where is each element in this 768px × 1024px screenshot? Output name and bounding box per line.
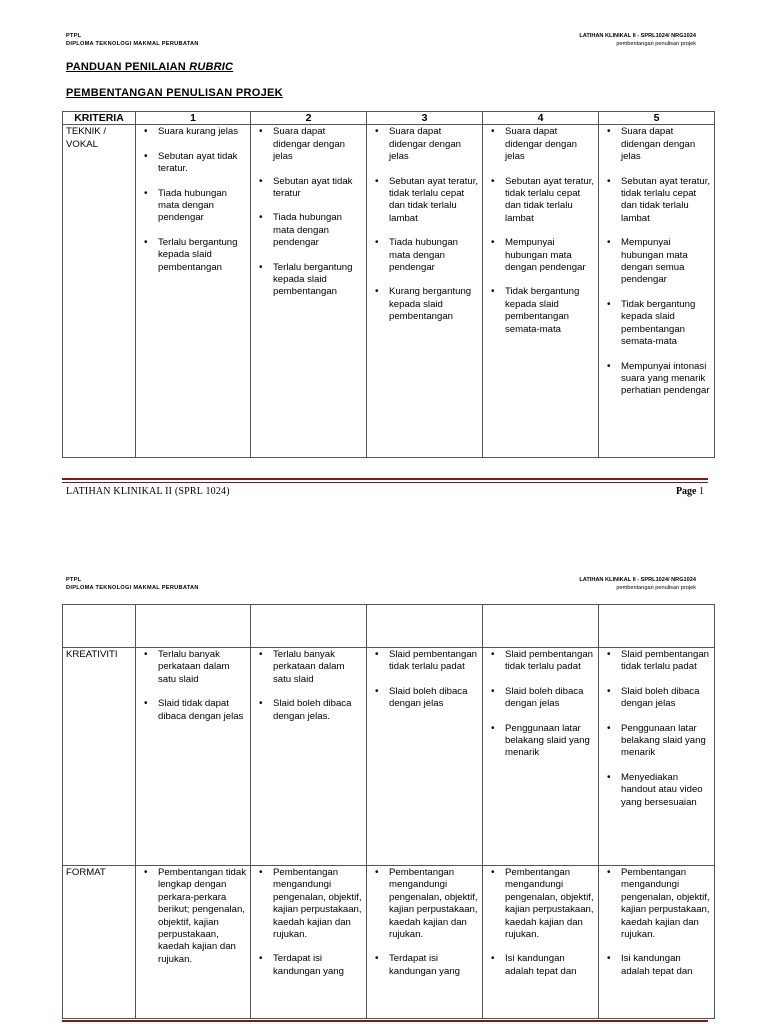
descriptor-item: • Mempunyai hubungan mata dengan semua pendengar [602, 237, 711, 287]
descriptor-item: • Slaid boleh dibaca dengan jelas. [254, 698, 363, 723]
descriptor-item: • Sebutan ayat teratur, tidak terlalu cepat dan tidak terlalu lambat [370, 176, 479, 226]
descriptor-list [254, 649, 363, 723]
criterion-label: KREATIVITI [63, 648, 136, 866]
descriptor-list [370, 126, 479, 323]
descriptor-list [370, 649, 479, 711]
descriptor-item: • Slaid tidak dapat dibaca dengan jelas [139, 698, 247, 723]
descriptor-list [139, 867, 247, 966]
header-course: LATIHAN KLINIKAL II - SPRL1024/ NRG1024 [579, 33, 696, 39]
descriptor-list [602, 126, 711, 397]
table-row [63, 866, 715, 1019]
score-cell-5 [599, 648, 715, 866]
descriptor-item: • Slaid boleh dibaca dengan jelas [602, 686, 711, 711]
score-cell-1 [136, 125, 251, 458]
descriptor-item: • Tiada hubungan mata dengan pendengar [139, 188, 247, 225]
descriptor-item: • Terlalu bergantung kepada slaid pembentangan [254, 262, 363, 299]
score-cell-1 [136, 648, 251, 866]
rubric-table-page-2 [62, 604, 715, 1019]
header-score-5: 5 [599, 112, 715, 125]
descriptor-item: • Pembentangan mengandungi pengenalan, objektif, kajian perpustakaan, kaedah kajian dan rujukan. [602, 867, 711, 941]
header-topic: pembentangan penulisan projek [616, 41, 696, 47]
table-header-row [63, 112, 715, 125]
descriptor-item: • Slaid boleh dibaca dengan jelas [486, 686, 595, 711]
descriptor-list [486, 649, 595, 760]
footer-page: Page 1 [675, 486, 704, 497]
page-gap [0, 520, 768, 560]
blank-header-row [63, 605, 715, 648]
header-score-4: 4 [483, 112, 599, 125]
descriptor-item: • Terdapat isi kandungan yang [370, 953, 479, 978]
score-cell-2 [251, 125, 367, 458]
descriptor-item: • Slaid boleh dibaca dengan jelas [370, 686, 479, 711]
header-score-3: 3 [367, 112, 483, 125]
descriptor-item: • Tidak bergantung kepada slaid pembentangan semata-mata [486, 286, 595, 336]
descriptor-item: • Mempunyai hubungan mata dengan pendengar [486, 237, 595, 274]
descriptor-item: • Isi kandungan adalah tepat dan [602, 953, 711, 978]
score-cell-5 [599, 125, 715, 458]
descriptor-list [254, 126, 363, 298]
page-2 [0, 560, 768, 1024]
criterion-label: FORMAT [63, 866, 136, 1019]
header-right-page-2: LATIHAN KLINIKAL II - SPRL1024/ NRG1024 pembentangan penulisan projek [579, 577, 696, 591]
rubric-table-page-1 [62, 111, 715, 458]
descriptor-item: • Sebutan ayat teratur, tidak terlalu cepat dan tidak terlalu lambat [486, 176, 595, 226]
descriptor-list [370, 867, 479, 978]
descriptor-item: • Suara kurang jelas [139, 126, 247, 138]
descriptor-item: • Pembentangan tidak lengkap dengan perkara-perkara berikut; pengenalan, objektif, kajian perpustakaan, kaedah kajian dan rujukan. [139, 867, 247, 966]
descriptor-item: • Tidak bergantung kepada slaid pembentangan semata-mata [602, 299, 711, 349]
descriptor-list [254, 867, 363, 978]
score-cell-3 [367, 648, 483, 866]
score-cell-4 [483, 648, 599, 866]
descriptor-item: • Slaid pembentangan tidak terlalu padat [602, 649, 711, 674]
descriptor-item: • Tiada hubungan mata dengan pendengar [370, 237, 479, 274]
descriptor-item: • Suara dapat didengar dengan jelas [486, 126, 595, 163]
document-title: PANDUAN PENILAIAN RUBRIC [66, 61, 234, 73]
descriptor-item: • Suara dapat didengar dengan jelas [254, 126, 363, 163]
header-right [579, 32, 696, 48]
descriptor-item: • Terlalu bergantung kepada slaid pembentangan [139, 237, 247, 274]
descriptor-item: • Terlalu banyak perkataan dalam satu slaid [139, 649, 247, 686]
score-cell-2 [251, 648, 367, 866]
descriptor-item: • Kurang bergantung kepada slaid pembentangan [370, 286, 479, 323]
header-program: DIPLOMA TEKNOLOGI MAKMAL PERUBATAN [66, 41, 199, 47]
descriptor-list [602, 867, 711, 978]
footer-rule [62, 478, 708, 480]
descriptor-item: • Pembentangan mengandungi pengenalan, objektif, kajian perpustakaan, kaedah kajian dan rujukan. [370, 867, 479, 941]
descriptor-item: • Menyediakan handout atau video yang bersesuaian [602, 772, 711, 809]
document-subtitle: PEMBENTANGAN PENULISAN PROJEK [66, 87, 283, 99]
score-cell-4 [483, 866, 599, 1019]
descriptor-item: • Mempunyai intonasi suara yang menarik perhatian pendengar [602, 361, 711, 398]
score-cell-5 [599, 866, 715, 1019]
descriptor-item: • Penggunaan latar belakang slaid yang menarik [486, 723, 595, 760]
descriptor-item: • Suara dapat didengan dengan jelas [602, 126, 711, 163]
descriptor-item: • Sebutan ayat tidak teratur. [139, 151, 247, 176]
score-cell-3 [367, 866, 483, 1019]
page-number: 1 [699, 486, 704, 497]
descriptor-list [139, 126, 247, 274]
descriptor-item: • Sebutan ayat tidak teratur [254, 176, 363, 201]
descriptor-item: • Penggunaan latar belakang slaid yang menarik [602, 723, 711, 760]
descriptor-item: • Suara dapat didengar dengan jelas [370, 126, 479, 163]
descriptor-item: • Isi kandungan adalah tepat dan [486, 953, 595, 978]
table-row [63, 125, 715, 458]
header-criteria: KRITERIA [63, 112, 136, 125]
descriptor-list [139, 649, 247, 723]
score-cell-1 [136, 866, 251, 1019]
footer-rule-page-2 [62, 1020, 708, 1022]
descriptor-item: • Pembentangan mengandungi pengenalan, objektif, kajian perpustakaan, kaedah kajian dan rujukan. [486, 867, 595, 941]
descriptor-item: • Sebutan ayat teratur, tidak terlalu cepat dan tidak terlalu lambat [602, 176, 711, 226]
title-emphasis: RUBRIC [189, 61, 234, 73]
descriptor-item: • Slaid pembentangan tidak terlalu padat [486, 649, 595, 674]
descriptor-item: • Tiada hubungan mata dengan pendengar [254, 212, 363, 249]
descriptor-item: • Terlalu banyak perkataan dalam satu slaid [254, 649, 363, 686]
header-score-2: 2 [251, 112, 367, 125]
descriptor-item: • Pembentangan mengandungi pengenalan, objektif, kajian perpustakaan, kaedah kajian dan rujukan. [254, 867, 363, 941]
footer-text: LATIHAN KLINIKAL II (SPRL 1024) [66, 486, 230, 497]
score-cell-2 [251, 866, 367, 1019]
score-cell-3 [367, 125, 483, 458]
header-left [66, 32, 199, 48]
descriptor-list [486, 867, 595, 978]
header-org: PTPL [66, 33, 82, 39]
footer-rule-thin [62, 482, 708, 483]
descriptor-list [486, 126, 595, 336]
table-row [63, 648, 715, 866]
descriptor-item: • Terdapat isi kandungan yang [254, 953, 363, 978]
score-cell-4 [483, 125, 599, 458]
descriptor-list [602, 649, 711, 809]
header-left-page-2: PTPL DIPLOMA TEKNOLOGI MAKMAL PERUBATAN [66, 577, 199, 591]
descriptor-item: • Slaid pembentangan tidak terlalu padat [370, 649, 479, 674]
criterion-label: TEKNIK / VOKAL [63, 125, 136, 458]
header-score-1: 1 [136, 112, 251, 125]
